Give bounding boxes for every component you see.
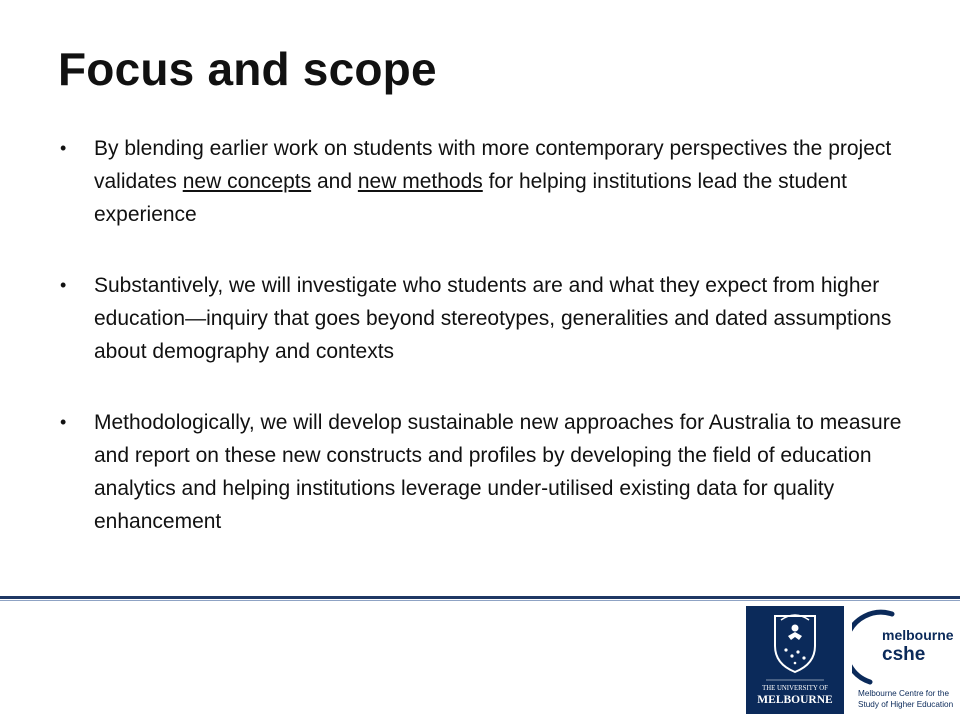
uom-line2: MELBOURNE	[757, 694, 833, 706]
university-of-melbourne-logo	[746, 606, 844, 714]
cshe-tagline2: Study of Higher Education	[858, 700, 954, 709]
cshe-arc-icon	[852, 606, 960, 714]
slide-title: Focus and scope	[58, 43, 437, 95]
bullet-dot-icon: •	[60, 138, 67, 158]
uom-line1: THE UNIVERSITY OF	[762, 685, 828, 692]
cshe-word2: cshe	[882, 644, 926, 665]
uom-crest-icon	[746, 606, 844, 714]
bullet-1-text-a: By blending earlier work on students with more contemporary perspectives the project validates	[94, 137, 892, 193]
bullet-1-text-b: and	[311, 170, 358, 193]
footer-divider	[0, 596, 960, 599]
bullet-dot-icon: •	[60, 275, 67, 295]
footer-divider-thin	[0, 600, 960, 601]
new-methods-term: new methods	[357, 170, 483, 193]
bullet-dot-icon: •	[60, 412, 67, 432]
bullet-list	[60, 132, 920, 576]
bullet-2-text: Substantively, we will investigate who students are and what they expect from higher education—inquiry that goes beyond stereotypes, generalities and dated assumptions about demography and contexts	[94, 274, 892, 363]
melbourne-cshe-logo	[852, 606, 960, 714]
new-concepts-term: new concepts	[182, 170, 312, 193]
bullet-3-text: Methodologically, we will develop sustainable new approaches for Australia to measure and report on these new constructs and profiles by developing the field of education analytics and helping institutions leverage under-utilised existing data for quality enhancement	[94, 411, 902, 533]
bullet-1-text-c: for helping institutions lead the student experience	[94, 170, 848, 226]
bullet-item-3	[60, 406, 920, 538]
bullet-item-2	[60, 269, 920, 368]
cshe-tagline1: Melbourne Centre for the	[858, 689, 950, 698]
cshe-word1: melbourne	[882, 627, 954, 643]
bullet-item-1	[60, 132, 920, 231]
